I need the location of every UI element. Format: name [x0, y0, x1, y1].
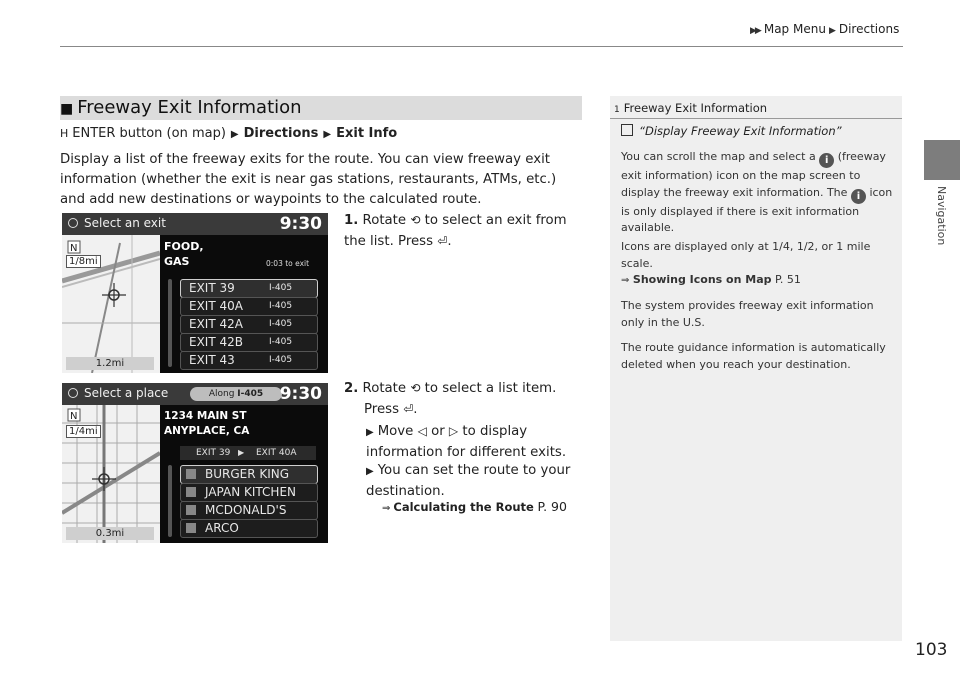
reference-icon: ⇒	[382, 503, 391, 514]
path-exit-info: Exit Info	[336, 126, 398, 141]
substep-move: ▶ Move ◁ or ▷ to display information for different exits.	[366, 421, 586, 463]
substep-set-route: ▶ You can set the route to your destination.	[366, 463, 571, 499]
time-to-exit: 0:03 to exit	[266, 259, 310, 268]
step-1: 1. Rotate ⟲ to select an exit from the list. Press ⏎.	[344, 210, 584, 252]
enter-button-icon: ⏎	[403, 402, 414, 416]
place-list-item[interactable]: BURGER KING	[180, 465, 318, 484]
place-list-item[interactable]: JAPAN KITCHEN	[180, 483, 318, 502]
along-route-badge: Along I-405	[190, 387, 282, 401]
info-icon: i	[851, 189, 866, 204]
place-list-item[interactable]: MCDONALD'S	[180, 501, 318, 520]
header-divider	[60, 46, 903, 47]
xref-calculating-route[interactable]: ⇒ Calculating the Route P. 90	[382, 499, 567, 514]
panel-paragraph-1: You can scroll the map and select a i (freeway exit information) icon on the map screen to display the freeway exit information. The i icon is only displayed if there is exit information available.	[621, 150, 893, 234]
menu-path: H ENTER button (on map) ▶ Directions ▶ Exit Info	[60, 126, 398, 141]
map-scale-top: 1/4mi	[66, 425, 101, 438]
panel-paragraph-4: The route guidance information is automatically deleted when you reach your destination.	[621, 341, 886, 371]
intro-paragraph: Display a list of the freeway exits for the route. You can view freeway exit information (whether the exit is near gas stations, restaurants, ATMs, etc.) and add new destinations or waypoints to the calculated route.	[60, 152, 557, 207]
map-scale-bottom: 0.3mi	[66, 527, 154, 540]
panel-divider	[610, 118, 902, 119]
search-icon	[68, 388, 78, 398]
search-icon	[68, 218, 78, 228]
panel-paragraph-3: The system provides freeway exit information only in the U.S.	[621, 299, 874, 329]
path-directions: Directions	[243, 126, 319, 141]
triangle-icon: ▶	[828, 26, 836, 36]
restaurant-icon	[186, 505, 196, 515]
restaurant-icon	[186, 469, 196, 479]
xref-showing-icons[interactable]: Showing Icons on Map	[632, 273, 772, 286]
move-left-icon: ◁	[417, 424, 427, 438]
arrow-right-icon: ▶	[238, 448, 245, 457]
arrow-icon: ▶	[230, 129, 239, 140]
map-scale-bottom: 1.2mi	[66, 357, 154, 370]
exit-list-item[interactable]: EXIT 39 I-405	[180, 279, 318, 298]
breadcrumb-directions: Directions	[838, 22, 900, 36]
list-scrollbar[interactable]	[168, 279, 172, 367]
panel-title: 1 Freeway Exit Information	[614, 101, 768, 115]
side-tab-marker	[924, 140, 960, 180]
map-area	[62, 383, 160, 543]
map-roads	[62, 383, 160, 543]
gas-station-icon	[186, 523, 196, 533]
breadcrumb	[750, 22, 899, 36]
reference-icon: ⇒	[621, 275, 630, 286]
arrow-icon: ▶	[366, 427, 374, 438]
move-right-icon: ▷	[448, 424, 459, 438]
note-icon: 1	[614, 105, 620, 115]
home-button-icon: H	[60, 127, 69, 140]
breadcrumb-map-menu: Map Menu	[763, 22, 826, 36]
screen-title-bar: Select an exit 9:30	[62, 213, 328, 235]
info-icon: i	[819, 153, 834, 168]
list-scrollbar[interactable]	[168, 465, 172, 537]
page-number: 103	[915, 640, 948, 660]
section-title: ■ Freeway Exit Information	[60, 97, 302, 118]
double-triangle-icon: ▶▶	[750, 26, 760, 36]
voice-command-icon	[621, 124, 633, 136]
svg-text:N: N	[70, 411, 78, 422]
exit-list-item[interactable]: EXIT 40A I-405	[180, 297, 318, 316]
screen-title-bar: Select a place Along I-405 9:30	[62, 383, 328, 405]
arrow-icon: ▶	[366, 466, 374, 477]
map-scale-top: 1/8mi	[66, 255, 101, 268]
selector-knob-icon: ⟲	[410, 213, 421, 227]
address-text: 1234 MAIN ST ANYPLACE, CA	[164, 410, 250, 437]
svg-text:N: N	[70, 243, 78, 254]
exit-switcher[interactable]: EXIT 39 ▶ EXIT 40A	[180, 446, 316, 460]
panel-paragraph-2: Icons are displayed only at 1/4, 1/2, or 1 mile scale. ⇒ Showing Icons on Map P. 51	[621, 240, 871, 286]
map-area	[62, 213, 160, 373]
exit-list-item[interactable]: EXIT 42A I-405	[180, 315, 318, 334]
arrow-icon: ▶	[323, 129, 332, 140]
screenshot-select-place	[62, 383, 328, 543]
map-roads	[62, 213, 160, 373]
voice-command: “Display Freeway Exit Information”	[621, 124, 842, 138]
restaurant-icon	[186, 487, 196, 497]
enter-button-icon: ⏎	[437, 234, 448, 248]
step-2: 2. Rotate ⟲ to select a list item. Press ⏎.	[344, 378, 584, 420]
exit-list-item[interactable]: EXIT 42B I-405	[180, 333, 318, 352]
exit-info-text: FOOD, GAS	[164, 240, 204, 268]
place-list-item[interactable]: ARCO	[180, 519, 318, 538]
square-bullet-icon: ■	[60, 101, 74, 117]
exit-list-item[interactable]: EXIT 43 I-405	[180, 351, 318, 370]
selector-knob-icon: ⟲	[410, 381, 421, 395]
side-tab-label: Navigation	[935, 186, 948, 246]
screenshot-select-exit	[62, 213, 328, 373]
